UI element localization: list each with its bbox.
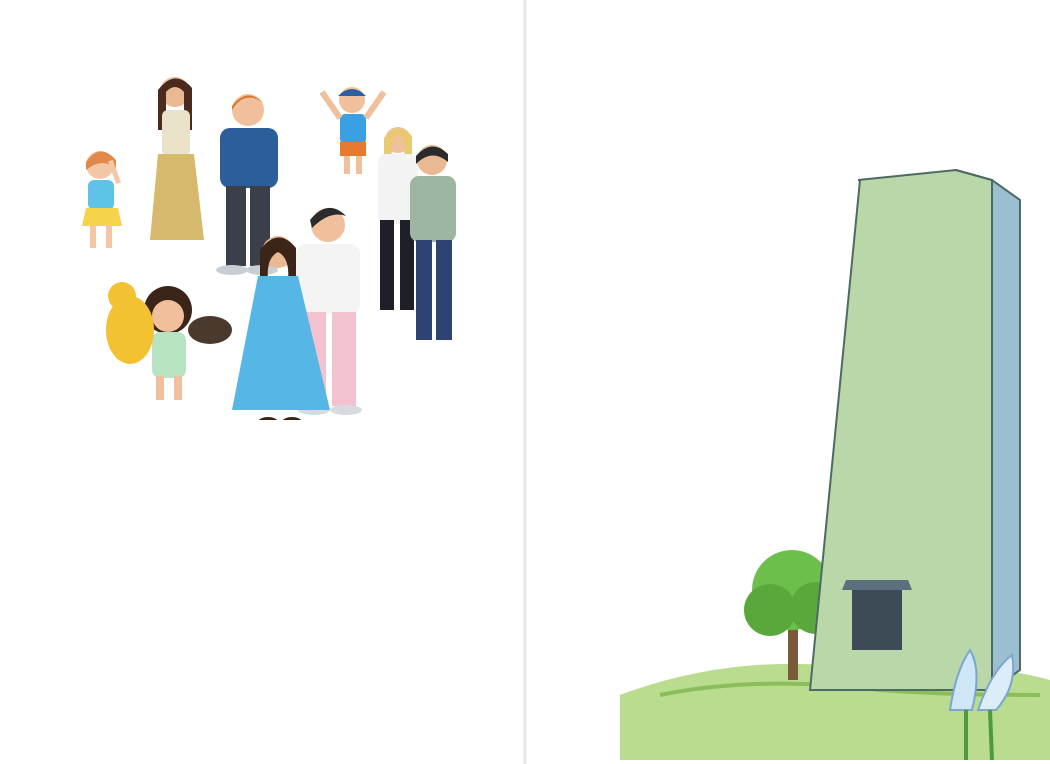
- apartment-building-illustration: [620, 150, 1050, 760]
- little-girl-figure: [82, 151, 122, 248]
- book-gutter: [523, 0, 527, 764]
- family-illustration: [60, 30, 470, 420]
- woman-yellow-skirt-figure: [150, 77, 204, 240]
- girl-with-teddy-figure: [106, 282, 232, 400]
- boy-cap-figure: [322, 87, 384, 174]
